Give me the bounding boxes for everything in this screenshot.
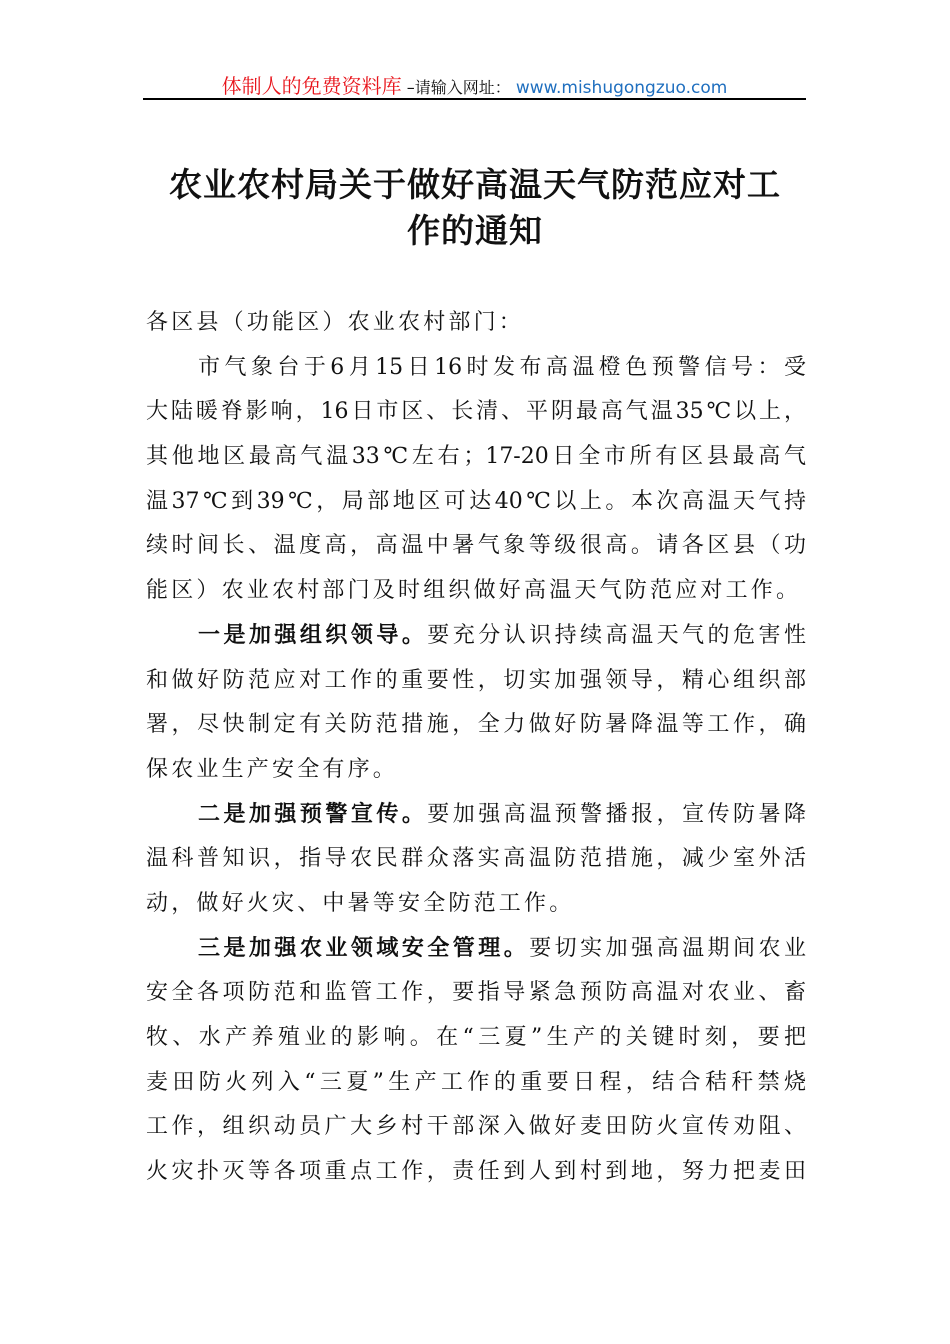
paragraph-text: 其他地区最高气温33℃左右；17-20日全市所有区县最高气	[146, 444, 806, 470]
salutation: 各区县（功能区）农业农村部门：	[146, 310, 525, 335]
paragraph-text: 续时间长、温度高，高温中暑气象等级很高。请各区县（功	[146, 533, 806, 559]
paragraph-lead: 一是加强组织领导。	[198, 622, 428, 648]
paragraph-text: 署，尽快制定有关防范措施，全力做好防暑降温等工作，确	[146, 712, 806, 738]
paragraph-text: 麦田防火列入“三夏”生产工作的重要日程，结合秸秆禁烧	[146, 1069, 806, 1095]
paragraph-line	[146, 569, 806, 614]
url-prompt: –请输入网址：	[406, 78, 511, 97]
paragraph-text: 要切实加强高温期间农业	[529, 935, 806, 961]
paragraph-lead: 二是加强预警宣传。	[198, 801, 428, 827]
paragraph-line	[146, 659, 806, 704]
paragraph-text: 温37℃到39℃，局部地区可达40℃以上。本次高温天气持	[146, 488, 806, 514]
paragraph-text: 大陆暖脊影响，16日市区、长清、平阴最高气温35℃以上，	[146, 399, 806, 425]
paragraph-line	[146, 793, 806, 838]
paragraph-line	[146, 882, 806, 927]
paragraph-line	[146, 1061, 806, 1106]
paragraph-text: 和做好防范应对工作的重要性，切实加强领导，精心组织部	[146, 667, 806, 693]
site-url-link[interactable]: www.mishugongzuo.com	[515, 78, 728, 98]
paragraph-line	[146, 390, 806, 435]
paragraph-line	[146, 1016, 806, 1061]
paragraph-text: 保农业生产安全有序。	[146, 756, 399, 782]
document-body	[146, 301, 806, 1195]
paragraph-text: 火灾扑灭等各项重点工作，责任到人到村到地，努力把麦田	[146, 1159, 806, 1185]
site-header	[143, 70, 806, 99]
paragraph-line	[146, 524, 806, 569]
paragraph-line	[146, 837, 806, 882]
header-divider	[143, 98, 806, 100]
paragraph-text: 工作，组织动员广大乡村干部深入做好麦田防火宣传劝阻、	[146, 1114, 806, 1140]
paragraph-line	[146, 435, 806, 480]
paragraph-line	[146, 1105, 806, 1150]
paragraph-line	[146, 748, 806, 793]
paragraph-line	[146, 971, 806, 1016]
paragraph-text: 牧、水产养殖业的影响。在“三夏”生产的关键时刻，要把	[146, 1025, 806, 1050]
paragraph-line	[146, 346, 806, 391]
paragraph-line	[146, 927, 806, 972]
paragraph-text: 温科普知识，指导农民群众落实高温防范措施，减少室外活	[146, 846, 806, 872]
paragraph-line	[146, 614, 806, 659]
paragraph-text: 要加强高温预警播报，宣传防暑降	[427, 801, 806, 827]
paragraph-line	[146, 480, 806, 525]
paragraph-line	[146, 703, 806, 748]
paragraph-line	[146, 1150, 806, 1195]
paragraph-text: 要充分认识持续高温天气的危害性	[427, 622, 806, 648]
paragraph-text: 安全各项防范和监管工作，要指导紧急预防高温对农业、畜	[146, 980, 806, 1006]
document-title	[120, 162, 830, 254]
title-line: 作的通知	[407, 211, 543, 250]
paragraph-text: 市气象台于6月15日16时发布高温橙色预警信号：受	[198, 354, 806, 380]
paragraph-lead: 三是加强农业领域安全管理。	[198, 935, 530, 961]
title-line: 农业农村局关于做好高温天气防范应对工	[169, 165, 781, 204]
brand-text: 体制人的免费资料库	[221, 74, 402, 98]
paragraph-text: 动，做好火灾、中暑等安全防范工作。	[146, 890, 575, 916]
paragraph-text: 能区）农业农村部门及时组织做好高温天气防范应对工作。	[146, 578, 802, 604]
